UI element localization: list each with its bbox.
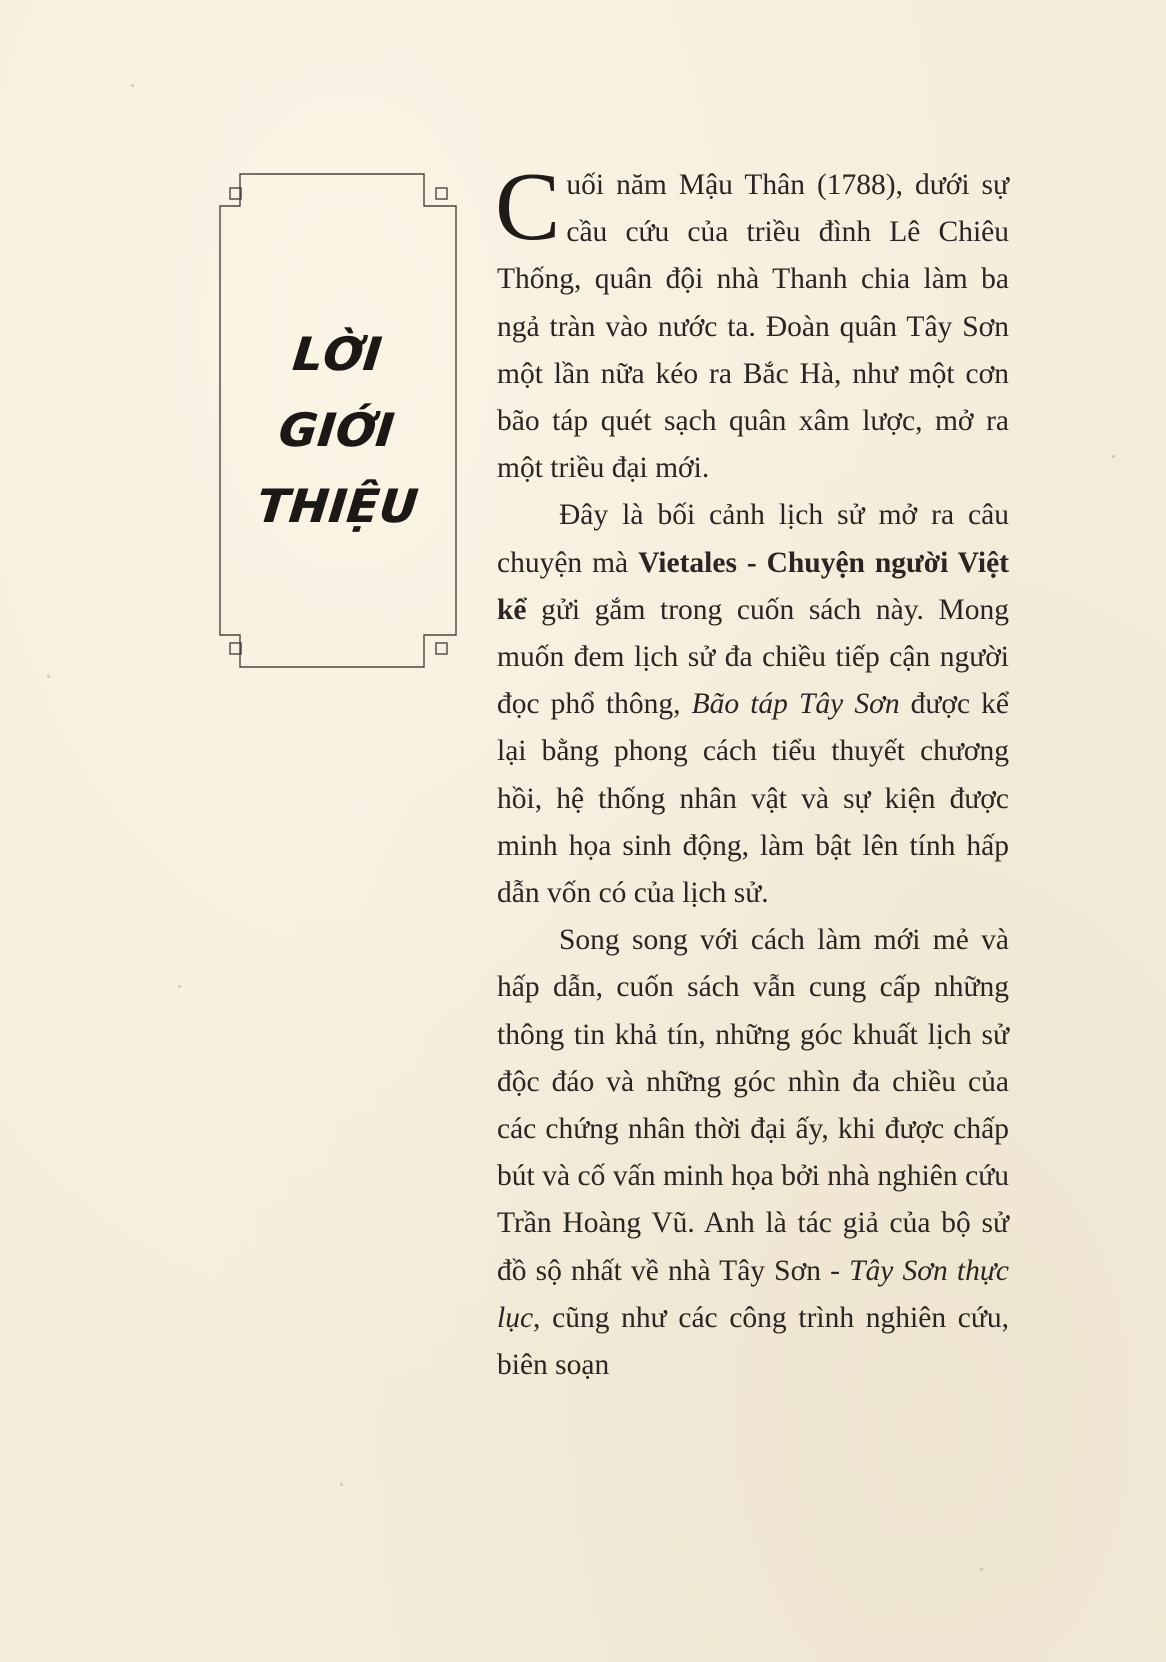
paragraph-3-part-1: Song song với cách làm mới mẻ và hấp dẫn, cuốn sách vẫn cung cấp những thông tin khả tín, những góc khuất lịch sử độc đáo và những góc nhìn đa chiều của các chứng nhân thời đại ấy, khi được chấp bút và cố vấn minh họa bởi nhà nghiên cứu Trần Hoàng Vũ. Anh là tác giả của bộ sử đồ sộ nhất về nhà Tây Sơn - (497, 924, 1009, 1287)
paragraph-2 (497, 492, 1009, 917)
title-frame (212, 168, 462, 674)
title-line-3: THIỆU (253, 479, 421, 533)
paragraph-2-part-2: gửi gắm trong cuốn sách này. Mong muốn đem lịch sử đa chiều tiếp cận người đọc phổ thông, (497, 593, 1009, 721)
paragraph-1-text: uối năm Mậu Thân (1788), dưới sự cầu cứu của triều đình Lê Chiêu Thống, quân đội nhà Thanh chia làm ba ngả tràn vào nước ta. Đoàn quân Tây Sơn một lần nữa kéo ra Bắc Hà, như một cơn bão táp quét sạch quân xâm lược, mở ra một triều đại mới. (497, 169, 1009, 485)
book-title: Bão táp Tây Sơn (691, 688, 900, 721)
title-line-2: GIỚI (276, 403, 398, 457)
title-block (212, 168, 462, 674)
body-text (495, 153, 1010, 1389)
paragraph-3-part-2: , cũng như các công trình nghiên cứu, biên soạn (497, 1301, 1009, 1382)
brand-name: Vietales - Chuyện người Việt kể (497, 546, 1009, 626)
paragraph-3 (497, 917, 1009, 1389)
paper-speck (47, 675, 50, 678)
paper-speck (1112, 455, 1115, 458)
paragraph-1 (495, 153, 1009, 492)
paragraph-2-part-3: được kể lại bằng phong cách tiểu thuyết chương hồi, hệ thống nhân vật và sự kiện được minh họa sinh động, làm bật lên tính hấp dẫn vốn có của lịch sử. (497, 688, 1009, 910)
title-line-1: LỜI (289, 327, 385, 381)
paper-speck (131, 84, 134, 87)
paragraph-2-part-1: Đây là bối cảnh lịch sử mở ra câu chuyện mà (497, 499, 1009, 579)
paper-speck (178, 985, 181, 988)
drop-cap: C (495, 153, 561, 261)
paper-speck (340, 1483, 343, 1486)
paper-speck (980, 1568, 983, 1571)
work-title: Tây Sơn thực lục (497, 1254, 1010, 1334)
